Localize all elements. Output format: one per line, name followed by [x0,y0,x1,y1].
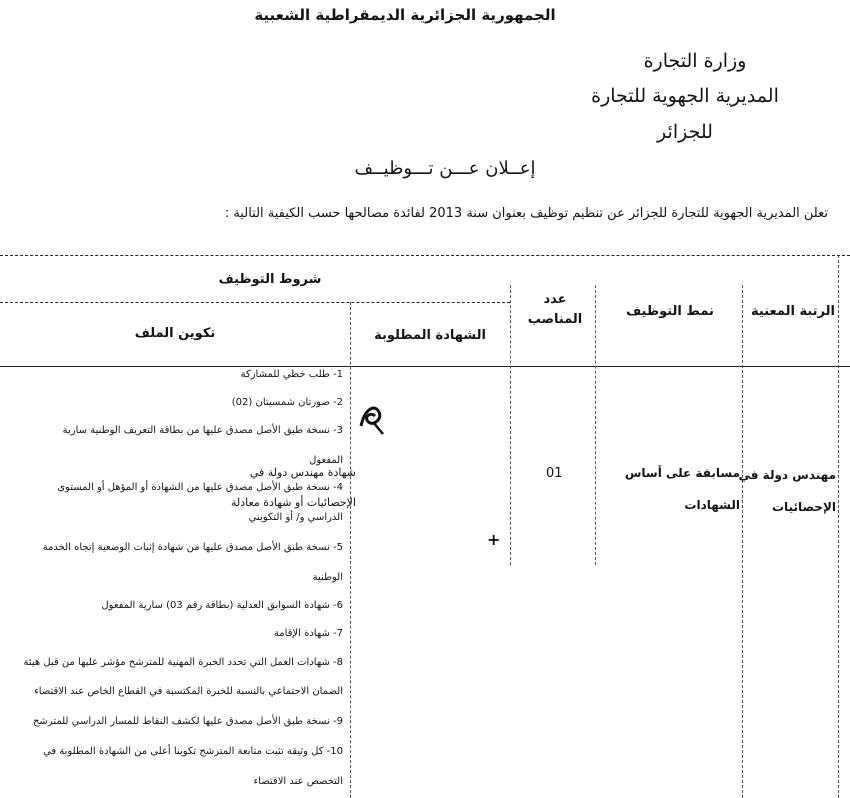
col-divider-rank [742,285,743,798]
col-divider-cert [350,302,351,798]
document-item: 3- نسخة طبق الأصل مصدق عليها من بطاقة التعريف الوطنية سارية [62,425,343,436]
header-file-composition: تكوين الملف [134,326,216,341]
document-item: 4- نسخة طبق الأصل مصدق عليها من الشهادة أو المؤهل أو المستوى [57,482,343,493]
positions-value: 01 [546,466,563,481]
document-item: 6- شهادة السوابق العدلية (بطاقة رقم 03) سارية المفعول [101,600,343,611]
ministry-name: وزارة التجارة [643,50,747,72]
document-item: 2- صورتان شمسيتان (02) [231,397,343,408]
document-item: الوطنية [312,572,343,583]
republic-name: الجمهورية الجزائرية الديمقراطية الشعبية [254,6,556,24]
directorate-name: المديرية الجهوية للتجارة [591,85,779,107]
document-item: 8- شهادات العمل التي تحدد الخبرة المهنية للمترشح مؤشر عليها من قبل هيئة [23,657,343,668]
header-positions-count: عدد المناصب [527,292,583,327]
certificate-line-1: شهادة مهندس دولة في [249,466,356,479]
document-item: 7- شهادة الإقامة [273,628,343,639]
plus-mark-icon: + [487,530,501,549]
document-item: 1- طلب خطي للمشاركة [240,369,343,380]
document-item: التخصص عند الاقتضاء [253,776,343,787]
rank-line-1: مهندس دولة في [738,468,836,482]
mode-line-1: مسابقة على أساس [624,466,740,480]
city-name: للجزائر [657,121,713,143]
document-item: 10- كل وثيقة تثبت متابعة المترشح تكوينا أعلى من الشهادة المطلوبة في [42,746,343,757]
table-top-border [0,255,850,256]
rank-line-2: الإحصائيات [772,500,836,514]
document-item: الدراسي و/ أو التكويني [248,512,343,523]
certificate-line-2: الإحصائيات أو شهادة معادلة [231,496,356,509]
col-divider-count [510,285,511,565]
header-bottom-border [0,366,850,367]
col-divider-mode [595,285,596,565]
conditions-divider [0,302,510,303]
document-item: 5- نسخة طبق الأصل مصدق عليها من شهادة إثبات الوضعية إتجاه الخدمة [42,542,343,553]
header-rank: الرتبة المعنية [751,304,835,319]
header-recruitment-mode: نمط التوظيف [626,304,714,319]
header-certificate: الشهادة المطلوبة [374,328,486,343]
document-item: المفعول [309,455,343,466]
document-item: 9- نسخة طبق الأصل مصدق عليها لكشف النقاط للمسار الدراسي للمترشح [32,716,343,727]
header-conditions: شروط التوظيف [218,272,322,287]
table-right-border [838,255,839,798]
document-item: الضمان الاجتماعي بالنسبة للخبرة المكتسبة في القطاع الخاص عند الاقتضاء [34,686,343,697]
announcement-title: إعــلان عـــن تـــوظيــف [354,158,536,179]
mode-line-2: الشهادات [684,498,740,512]
intro-paragraph: تعلن المديرية الجهوية للتجارة للجزائر عن تنظيم توظيف بعنوان سنة 2013 لفائدة مصالحها حسب الكيفية التالية : [224,206,828,221]
stamp-mark-icon [357,398,387,438]
